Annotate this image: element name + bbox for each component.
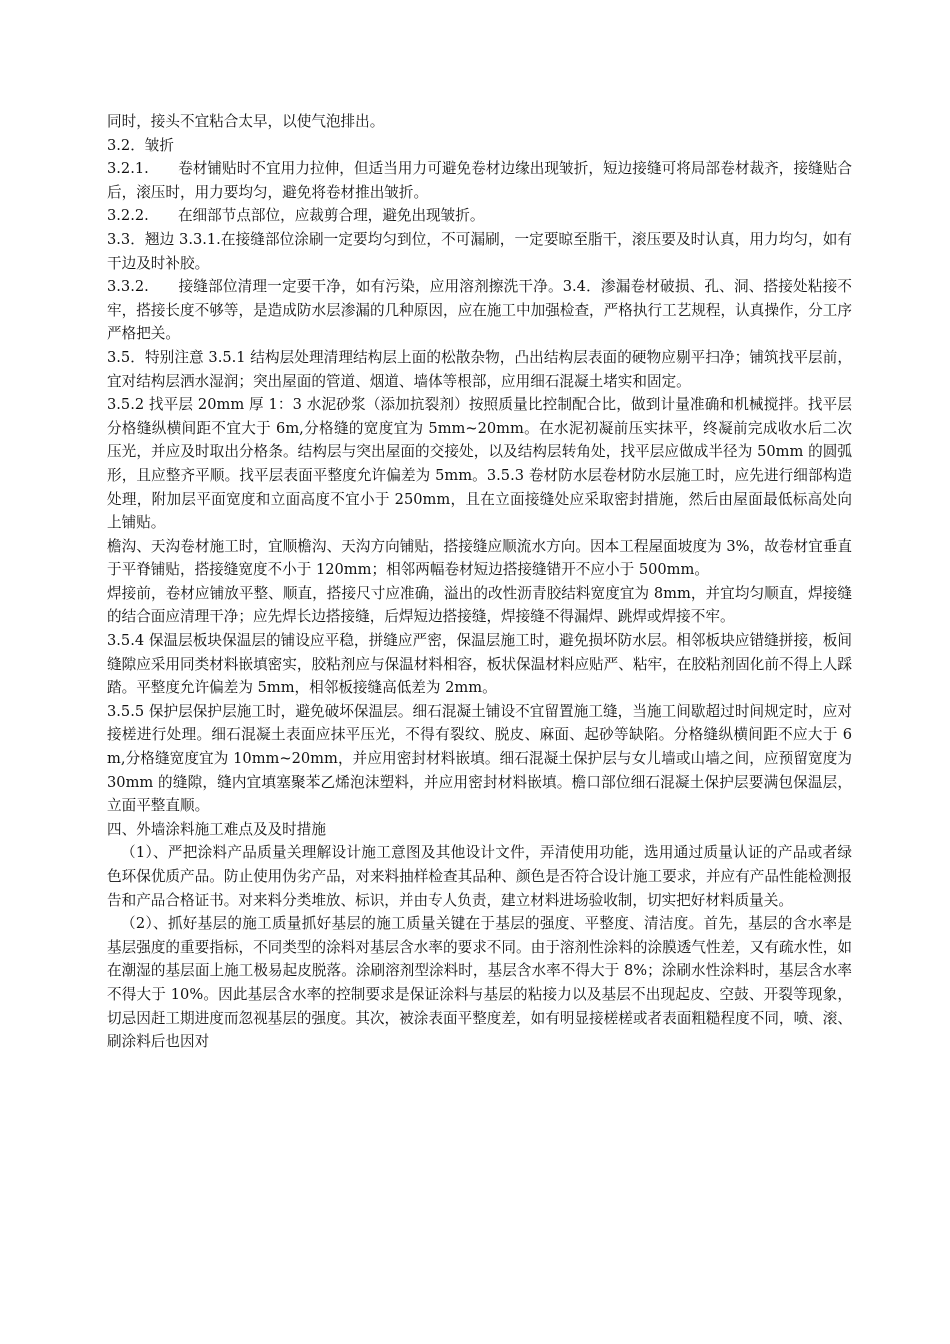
section-heading-4: 四、外墙涂料施工难点及及时措施: [107, 820, 326, 838]
paragraph-coating-1: （1）、严把涂料产品质量关理解设计施工意图及其他设计文件，弄清使用功能，选用通过质量认证的产品或者绿色环保优质产品。防止使用伪劣产品，对来料抽样检查其品种、颜色是否符合设计施工要求，并应有产品性能检测报告和产品合格证书。对来料分类堆放、标识，并由专人负责，建立材料进场验收制，切实把好材料质量关。: [107, 844, 852, 909]
paragraph-3-5-4: 3.5.4 保温层板块保温层的铺设应平稳，拼缝应严密，保温层施工时，避免损坏防水层。相邻板块应错缝拼接，板间缝隙应采用同类材料嵌填密实，胶粘剂应与保温材料相容，板状保温材料应贴严、粘牢，在胶粘剂固化前不得上人踩踏。平整度允许偏差为 5mm，相邻板接缝高低差为 2mm。: [107, 632, 852, 697]
paragraph-3-2-2: 3.2.2. 在细部节点部位，应裁剪合理，避免出现皱折。: [107, 207, 485, 225]
document-page: [107, 110, 852, 1054]
paragraph-gutter: 檐沟、天沟卷材施工时，宜顺檐沟、天沟方向铺贴，搭接缝应顺流水方向。因本工程屋面坡度为 3%，故卷材宜垂直于平脊铺贴，搭接缝宽度不小于 120mm；相邻两幅卷材短边搭接缝错开不应小于 500mm。: [107, 537, 852, 579]
paragraph-3-3: 3.3．翘边 3.3.1.在接缝部位涂刷一定要均匀到位，不可漏刷，一定要晾至脂干，滚压要及时认真，用力均匀，如有干边及时补胶。: [107, 230, 852, 272]
paragraph-3-5-5: 3.5.5 保护层保护层施工时，避免破坏保温层。细石混凝土铺设不宜留置施工缝，当施工间歇超过时间规定时，应对接槎进行处理。细石混凝土表面应抹平压光，不得有裂纹、脱皮、麻面、起砂等缺陷。分格缝纵横间距不应大于 6m,分格缝宽度宜为 10mm~20mm，并应用密封材料嵌填。细石混凝土保护层与女儿墙或山墙之间，应预留宽度为 30mm 的缝隙，缝内宜填塞聚苯乙烯泡沫塑料，并应用密封材料嵌填。檐口部位细石混凝土保护层要满包保温层，立面平整直顺。: [107, 702, 852, 815]
paragraph-3-2-1: 3.2.1. 卷材铺贴时不宜用力拉伸，但适当用力可避免卷材边缘出现皱折，短边接缝可将局部卷材裁齐，接缝贴合后，滚压时，用力要均匀，避免将卷材推出皱折。: [107, 160, 852, 201]
heading-3-2: 3.2．皱折: [107, 136, 174, 154]
paragraph-coating-2: （2）、抓好基层的施工质量抓好基层的施工质量关键在于基层的强度、平整度、清洁度。首先，基层的含水率是基层强度的重要指标，不同类型的涂料对基层含水率的要求不同。由于溶剂性涂料的涂膜透气性差，又有疏水性，如在潮湿的基层面上施工极易起皮脱落。涂刷溶剂型涂料时，基层含水率不得大于 8%；涂刷水性涂料时，基层含水率不得大于 10%。因此基层含水率的控制要求是保证涂料与基层的粘接力以及基层不出现起皮、空鼓、开裂等现象，切忌因赶工期进度而忽视基层的强度。其次，被涂表面平整度差，如有明显接槎槎或者表面粗糙程度不同，喷、滚、刷涂料后也因对: [107, 915, 852, 1051]
paragraph-welding: 焊接前，卷材应铺放平整、顺直，搭接尺寸应准确，溢出的改性沥青胶结料宽度宜为 8mm，并宜均匀顺直，焊接缝的结合面应清理干净；应先焊长边搭接缝，后焊短边搭接缝，焊接缝不得漏焊、跳焊或焊接不牢。: [107, 584, 852, 626]
paragraph-3-5: 3.5．特别注意 3.5.1 结构层处理清理结构层上面的松散杂物，凸出结构层表面的硬物应剔平扫净；铺筑找平层前，宜对结构层洒水湿润；突出屋面的管道、烟道、墙体等根部，应用细石混凝土堵实和固定。: [107, 348, 852, 390]
paragraph-1: 同时，接头不宜粘合太早，以使气泡排出。: [107, 113, 385, 130]
paragraph-3-5-2: 3.5.2 找平层 20mm 厚 1：3 水泥砂浆（添加抗裂剂）按照质量比控制配合比，做到计量准确和机械搅拌。找平层分格缝纵横间距不宜大于 6m,分格缝的宽度宜为 5mm~20mm。在水泥初凝前压实抹平，终凝前完成收水后二次压光，并应及时取出分格条。结构层与突出屋面的交接处，以及结构层转角处，找平层应做成半径为 50mm 的圆弧形，且应整齐平顺。找平层表面平整度允许偏差为 5mm。3.5.3 卷材防水层卷材防水层施工时，应先进行细部构造处理，附加层平面宽度和立面高度不宜小于 250mm，且在立面接缝处应采取密封措施，然后由屋面最低标高处向上铺贴。: [107, 396, 852, 532]
paragraph-3-3-2: 3.3.2. 接缝部位清理一定要干净，如有污染，应用溶剂擦洗干净。3.4．渗漏卷材破损、孔、洞、搭接处粘接不牢，搭接长度不够等，是造成防水层渗漏的几种原因，应在施工中加强检查，严格执行工艺规程，认真操作，分工序严格把关。: [107, 278, 852, 343]
